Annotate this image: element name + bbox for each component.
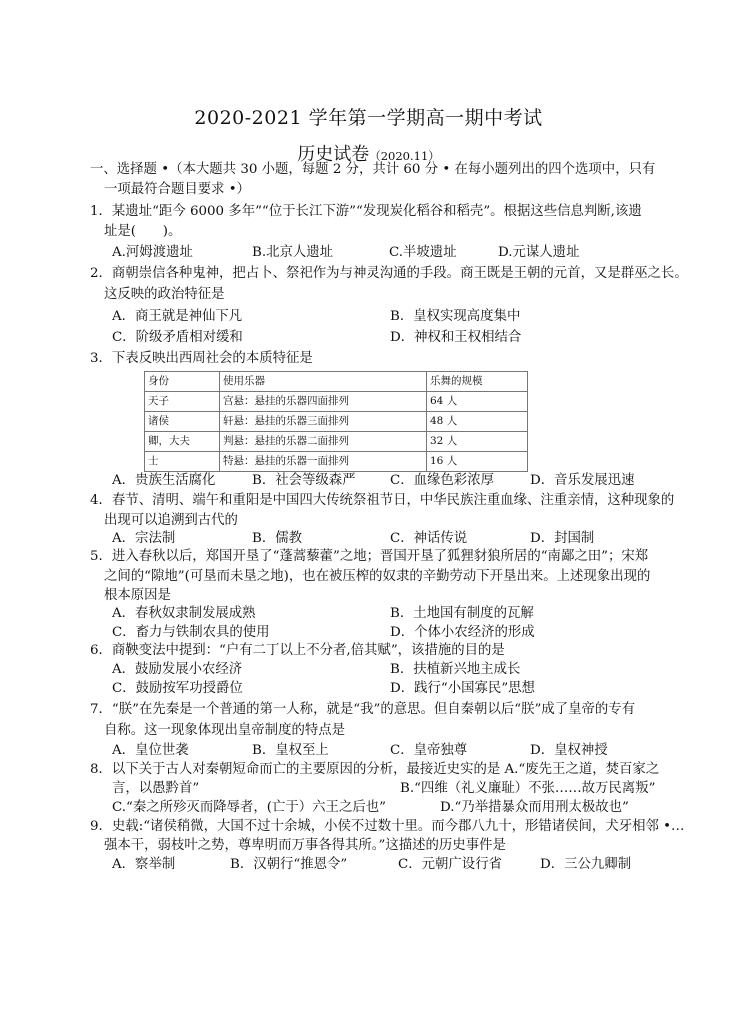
q6-option-b: B．扶植新兴地主成长 — [390, 662, 521, 677]
q6-option-c: C．鼓励按军功授爵位 — [112, 681, 243, 696]
section-instructions-line1: 一、选择题 •（本大题共 30 小题，每题 2 分，共计 60 分 • 在每小题列出的四个选项中，只有 — [90, 162, 656, 177]
section-instructions-line2: 一项最符合题目要求 •） — [104, 182, 251, 197]
q1-option-b: B.北京人遗址 — [252, 245, 334, 260]
table-header-cell: 乐舞的规模 — [427, 372, 528, 392]
q5-option-b: B．土地国有制度的瓦解 — [390, 606, 534, 621]
q9-stem-line2: 强本干，弱枝叶之势，尊卑明而万事各得其所。”这描述的历史事件是 — [104, 838, 506, 853]
q5-option-c: C．畜力与铁制农具的使用 — [112, 625, 270, 640]
subtitle-text: 历史试卷 — [297, 144, 370, 165]
q9-option-a: A．察举制 — [112, 857, 176, 872]
table-cell: 天子 — [145, 392, 220, 412]
q5-stem-line3: 根本原因是 — [104, 588, 171, 603]
music-hierarchy-table — [144, 371, 528, 472]
q5-option-d: D．个体小农经济的形成 — [390, 625, 535, 640]
table-row — [145, 392, 528, 412]
q8-stem-line1: 8．以下关于古人对秦朝短命而亡的主要原因的分析，最接近史实的是 A.“废先王之道，焚百家之 — [90, 762, 660, 777]
table-cell: 48 人 — [427, 412, 528, 432]
q1-stem-line2: 址是( )。 — [104, 224, 182, 239]
q4-option-b: B．儒教 — [252, 531, 303, 546]
q2-stem-line1: 2．商朝崇信各种鬼神，把占卜、祭祀作为与神灵沟通的手段。商王既是王朝的元首，又是群巫之长。 — [90, 266, 688, 281]
q3-stem: 3．下表反映出西周社会的本质特征是 — [90, 351, 313, 366]
q1-option-d: D.元谋人遗址 — [498, 245, 580, 260]
q9-option-b: B．汉朝行“推恩令” — [230, 857, 348, 872]
exam-date: （2020.11） — [369, 149, 440, 163]
q3-option-b: B．社会等级森严 — [252, 473, 356, 488]
table-cell: 轩悬：悬挂的乐器三面排列 — [220, 412, 427, 432]
q3-option-c: C．血缘色彩浓厚 — [390, 473, 494, 488]
q5-stem-line1: 5．进入春秋以后，郑国开垦了“蓬蒿藜藿”之地；晋国开垦了狐狸豺狼所居的“南鄙之田”；宋郑 — [90, 549, 649, 564]
q5-option-a: A．春秋奴隶制发展成熟 — [112, 606, 256, 621]
table-cell: 特悬：悬挂的乐器一面排列 — [220, 452, 427, 472]
q7-option-c: C．皇帝独尊 — [390, 743, 468, 758]
q2-option-b: B．皇权实现高度集中 — [390, 309, 521, 324]
q7-stem-line2: 自称。这一现象体现出皇帝制度的特点是 — [104, 723, 346, 738]
q8-option-d: D.“乃举措暴众而用刑太极故也” — [440, 800, 629, 815]
table-cell: 卿，大夫 — [145, 432, 220, 452]
table-row — [145, 432, 528, 452]
q2-option-c: C．阶级矛盾相对缓和 — [112, 330, 243, 345]
q7-stem-line1: 7．“朕”在先秦是一个普通的第一人称，就是“我”的意思。但自秦朝以后“朕”成了皇帝的专有 — [90, 702, 636, 717]
q8-option-c: C.“秦之所殄灭而降辱者，(亡于）六王之后也” — [112, 800, 386, 815]
q2-option-a: A．商王就是神仙下凡 — [112, 309, 243, 324]
q7-option-b: B．皇权至上 — [252, 743, 329, 758]
table-cell: 宫悬：悬挂的乐器四面排列 — [220, 392, 427, 412]
q7-option-a: A．皇位世袭 — [112, 743, 189, 758]
q9-stem-line1: 9．史载:“诸侯稍微，大国不过十余城，小侯不过数十里。而今郡八九十，形错诸侯间，犬牙相邻 •… — [90, 819, 685, 834]
table-cell: 32 人 — [427, 432, 528, 452]
exam-title: 2020-2021 学年第一学期高一期中考试 — [194, 107, 543, 129]
q4-stem-line1: 4．春节、清明、端午和重阳是中国四大传统祭祖节日，中华民族注重血缘、注重亲情，这种现象的 — [90, 493, 675, 508]
q7-option-d: D．皇权神授 — [530, 743, 608, 758]
table-cell: 诸侯 — [145, 412, 220, 432]
table-cell: 64 人 — [427, 392, 528, 412]
q8-option-b: B.“四维（礼义廉耻）不张……故万民离叛” — [400, 781, 656, 796]
q4-option-d: D．封国制 — [530, 531, 595, 546]
q4-stem-line2: 出现可以追溯到古代的 — [104, 513, 238, 528]
table-header-row — [145, 372, 528, 392]
q3-option-d: D．音乐发展迅速 — [530, 473, 635, 488]
q6-option-a: A．鼓励发展小农经济 — [112, 662, 243, 677]
q9-option-d: D．三公九卿制 — [540, 857, 632, 872]
table-cell: 判悬：悬挂的乐器二面排列 — [220, 432, 427, 452]
q1-stem-line1: 1．某遗址“距今 6000 多年”“位于长江下游”“发现炭化稻谷和稻壳”。根据这些信息判断,该遗 — [90, 204, 642, 219]
q9-option-c: C．元朝广设行省 — [398, 857, 502, 872]
table-header-cell: 使用乐器 — [220, 372, 427, 392]
q1-option-a: A.河姆渡遗址 — [112, 245, 193, 260]
q2-option-d: D．神权和王权相结合 — [390, 330, 522, 345]
q6-stem: 6．商鞅变法中提到：“户有二丁以上不分者,倍其赋”，该措施的目的是 — [90, 643, 505, 658]
q5-stem-line2: 之间的“隙地”(可垦而未垦之地)，也在被压榨的奴隶的辛勤劳动下开垦出来。上述现象出现的 — [104, 569, 651, 584]
table-cell: 16 人 — [427, 452, 528, 472]
q4-option-c: C．神话传说 — [390, 531, 468, 546]
table-header-cell: 身份 — [145, 372, 220, 392]
q6-option-d: D．践行“小国寡民”思想 — [390, 681, 535, 696]
q3-option-a: A．贵族生活腐化 — [112, 473, 216, 488]
q4-option-a: A．宗法制 — [112, 531, 176, 546]
q8-stem-line2: 言，以愚黔首” — [112, 781, 200, 796]
table-cell: 士 — [145, 452, 220, 472]
q2-stem-line2: 这反映的政治特征是 — [104, 287, 225, 302]
q1-option-c: C.半坡遗址 — [389, 245, 457, 260]
table-row — [145, 452, 528, 472]
table-row — [145, 412, 528, 432]
